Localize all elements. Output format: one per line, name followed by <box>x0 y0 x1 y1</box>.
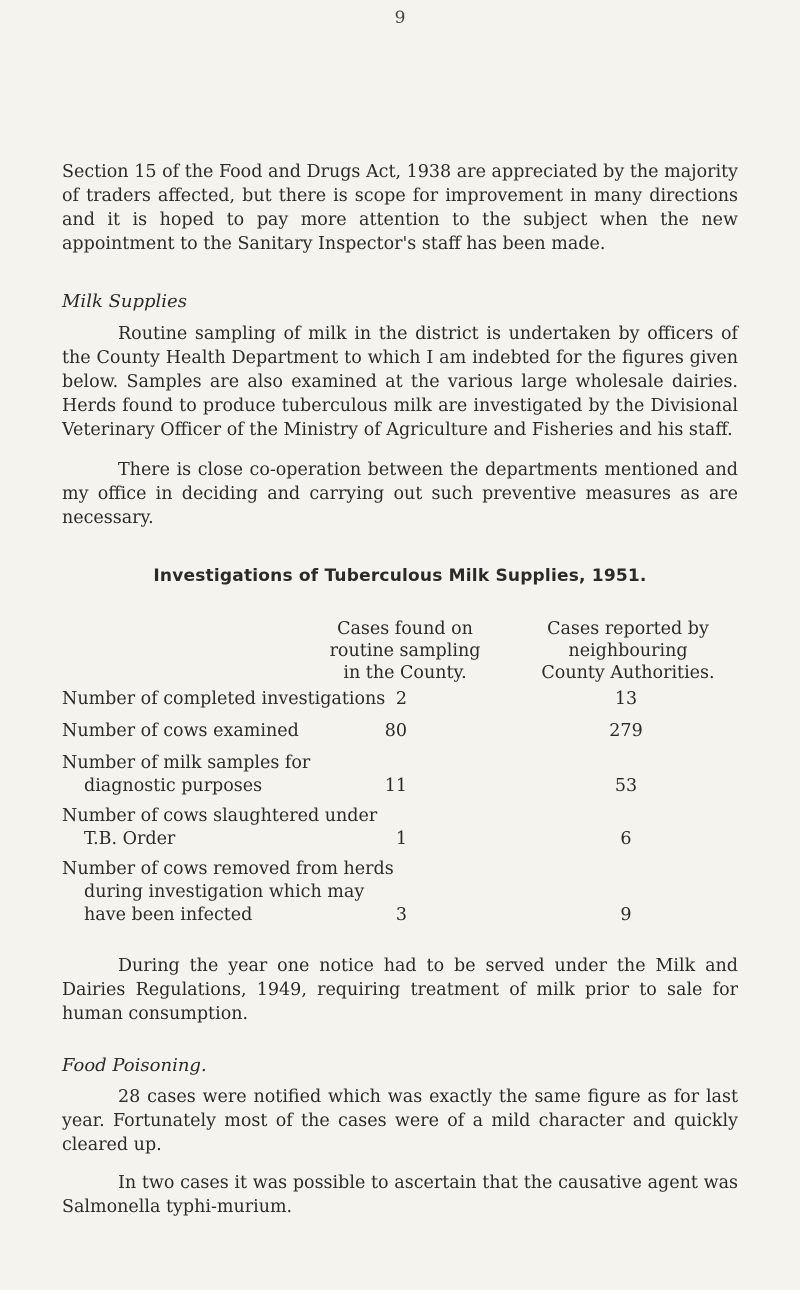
table-cell-neighbouring: 9 <box>620 905 632 925</box>
notice-paragraph: During the year one notice had to be served under the Milk and Dairies Regulations, 1949, requiring treatment of milk prior to sale for human consumption. <box>62 956 738 1024</box>
table-row-label: Number of cows removed from herds during investigation which may have been infected <box>62 859 394 925</box>
table-cell-neighbouring: 53 <box>614 776 638 796</box>
table-cell-county: 80 <box>384 721 407 741</box>
table-cell-neighbouring: 6 <box>620 829 632 849</box>
page-number: 9 <box>394 8 406 28</box>
table-cell-neighbouring: 13 <box>614 689 638 709</box>
table-cell-county: 11 <box>384 776 407 796</box>
column-header-county: Cases found on routine sampling in the County. <box>329 619 481 683</box>
food-paragraph-1: 28 cases were notified which was exactly the same figure as for last year. Fortunately most of the cases were of a mild character and quickly cleared up. <box>62 1087 738 1155</box>
milk-paragraph-2: There is close co-operation between the departments mentioned and my office in deciding and carrying out such preventive measures as are necessary. <box>62 460 738 528</box>
food-poisoning-heading: Food Poisoning. <box>62 1055 207 1076</box>
milk-supplies-heading: Milk Supplies <box>62 291 187 312</box>
table-cell-county: 2 <box>395 689 407 709</box>
table-title: Investigations of Tuberculous Milk Supplies, 1951. <box>153 566 647 586</box>
table-row-label: Number of cows examined <box>62 721 299 741</box>
table-row-label: Number of cows slaughtered under T.B. Order <box>62 806 378 849</box>
table-cell-county: 1 <box>395 829 407 849</box>
table-row-label: Number of milk samples for diagnostic purposes <box>62 753 311 796</box>
milk-paragraph-1: Routine sampling of milk in the district is undertaken by officers of the County Health Department to which I am indebted for the figures given below. Samples are also examined at the various large wholesale dairies. Herds found to produce tuberculous milk are investigated by the Divisional Veterinary Officer of the Ministry of Agriculture and Fisheries and his staff. <box>62 324 738 440</box>
table-row-label: Number of completed investigations <box>62 689 386 709</box>
intro-paragraph: Section 15 of the Food and Drugs Act, 1938 are appreciated by the majority of traders affected, but there is scope for improvement in many directions and it is hoped to pay more attention to the subject when the new appointment to the Sanitary Inspector's staff has been made. <box>62 162 738 254</box>
column-header-neighbouring: Cases reported by neighbouring County Authorities. <box>541 619 715 683</box>
table-cell-county: 3 <box>395 905 407 925</box>
food-paragraph-2: In two cases it was possible to ascertain that the causative agent was Salmonella typhi-murium. <box>62 1173 738 1217</box>
table-cell-neighbouring: 279 <box>609 721 643 741</box>
